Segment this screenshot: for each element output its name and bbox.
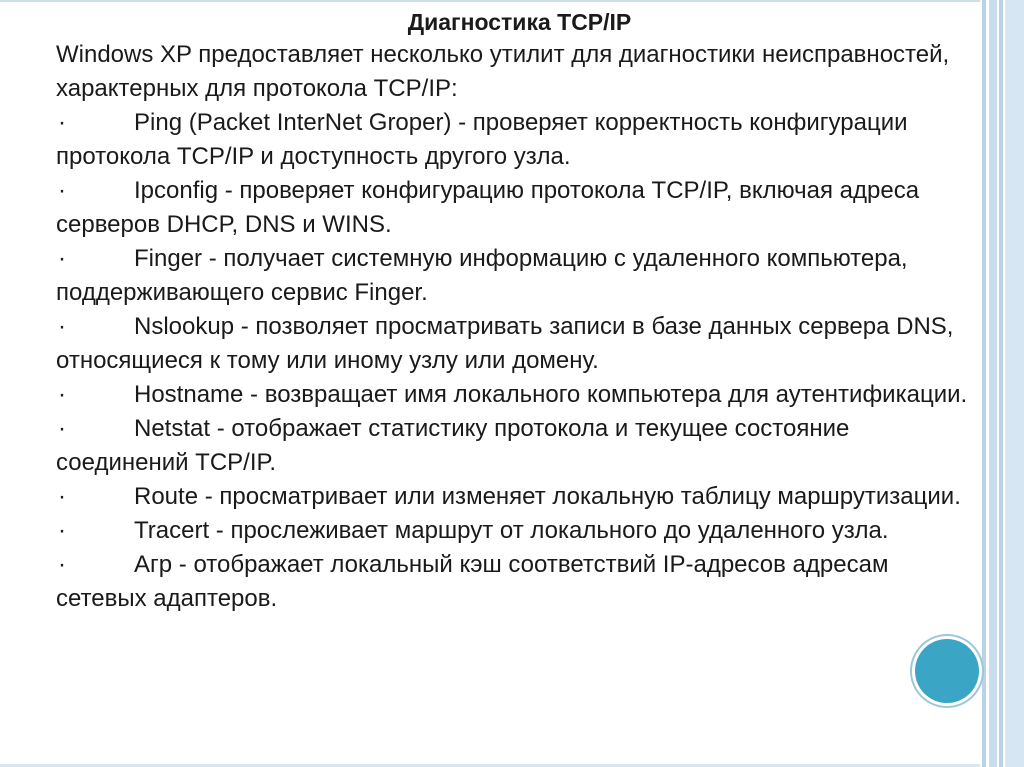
list-item bbox=[56, 174, 971, 242]
list-item bbox=[56, 378, 971, 412]
list-item bbox=[56, 514, 971, 548]
intro-paragraph: Windows XP предоставляет несколько утилит для диагностики неисправностей, характерных для протокола TCP/IP: bbox=[56, 41, 950, 102]
list-item bbox=[56, 310, 971, 378]
list-item-text: Nslookup - позволяет просматривать записи в базе данных сервера DNS, относящиеся к тому или иному узлу или домену. bbox=[56, 313, 954, 374]
bullet-dot: · bbox=[58, 109, 66, 136]
bullet-dot: · bbox=[58, 313, 66, 340]
list-item-text: Route - просматривает или изменяет локальную таблицу маршрутизации. bbox=[134, 483, 961, 510]
bullet-dot: · bbox=[58, 245, 66, 272]
bullet-dot: · bbox=[58, 177, 66, 204]
right-decorative-stripes bbox=[980, 0, 1024, 767]
utility-list bbox=[56, 106, 971, 616]
slide-content bbox=[56, 6, 971, 616]
list-item-text: Ping (Packet InterNet Groper) - проверяет корректность конфигурации протокола TCP/IP и доступность другого узла. bbox=[56, 109, 908, 170]
list-item bbox=[56, 480, 971, 514]
list-item-text: Finger - получает системную информацию с удаленного компьютера, поддерживающего сервис Finger. bbox=[56, 245, 908, 306]
decorative-circle bbox=[915, 639, 979, 703]
list-item-text: Агр - отображает локальный кэш соответствий IP-адресов адресам сетевых адаптеров. bbox=[56, 551, 889, 612]
bullet-dot: · bbox=[58, 551, 66, 578]
list-item-text: Hostname - возвращает имя локального компьютера для аутентификации. bbox=[134, 381, 968, 408]
top-border-line bbox=[0, 0, 980, 2]
bullet-dot: · bbox=[58, 381, 66, 408]
bullet-dot: · bbox=[58, 517, 66, 544]
list-item bbox=[56, 548, 971, 616]
list-item bbox=[56, 412, 971, 480]
list-item-text: Netstat - отображает статистику протокола и текущее состояние соединений TCP/IP. bbox=[56, 415, 850, 476]
bullet-dot: · bbox=[58, 415, 66, 442]
list-item bbox=[56, 242, 971, 310]
list-item-text: Tracert - прослеживает маршрут от локального до удаленного узла. bbox=[134, 517, 889, 544]
list-item-text: Ipconfig - проверяет конфигурацию протокола TCP/IP, включая адреса серверов DHCP, DNS и WINS. bbox=[56, 177, 920, 238]
bullet-dot: · bbox=[58, 483, 66, 510]
list-item bbox=[56, 106, 971, 174]
slide-title: Диагностика TCP/IP bbox=[407, 9, 632, 35]
